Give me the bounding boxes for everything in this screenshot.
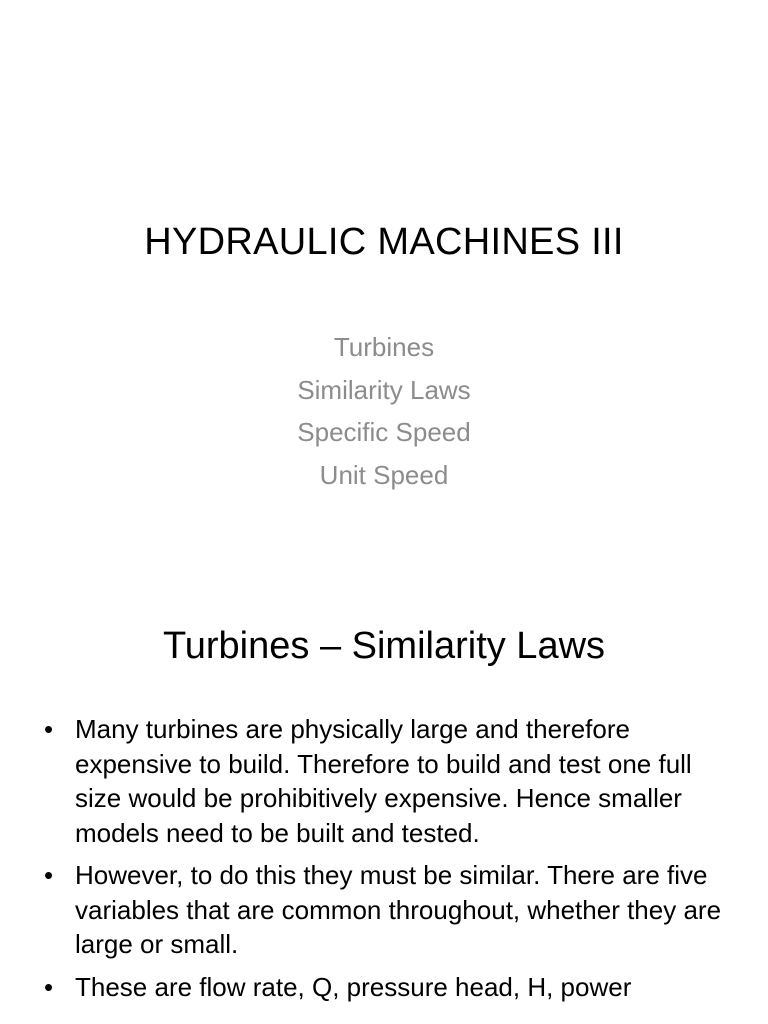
bullet-icon: •	[44, 860, 54, 890]
bullet-item	[44, 970, 734, 1005]
slide-subtitle	[0, 326, 768, 496]
slide-title: HYDRAULIC MACHINES III	[144, 221, 624, 263]
bullet-icon: •	[44, 714, 54, 744]
subtitle-line-turbines: Turbines	[333, 332, 435, 362]
content-slide	[0, 576, 768, 1024]
slide-title: Turbines – Similarity Laws	[162, 625, 606, 667]
bullet-icon: •	[44, 971, 54, 1002]
bullet-list	[44, 712, 734, 1012]
bullet-text: However, to do this they must be similar. There are five variables that are common throughout, whether they are large or small.	[75, 860, 722, 959]
bullet-text: Many turbines are physically large and therefore expensive to build. Therefore to build and test one full size would be prohibitively expensive. Hence smaller models need to be built and tested.	[75, 714, 692, 848]
bullet-item	[44, 858, 734, 962]
subtitle-line-unit-speed: Unit Speed	[319, 459, 449, 490]
bullet-item	[44, 712, 734, 850]
subtitle-line-similarity-laws: Similarity Laws	[297, 374, 471, 405]
bullet-text: These are flow rate, Q, pressure head, H, power	[75, 971, 632, 1002]
subtitle-line-specific-speed: Specific Speed	[297, 417, 471, 447]
